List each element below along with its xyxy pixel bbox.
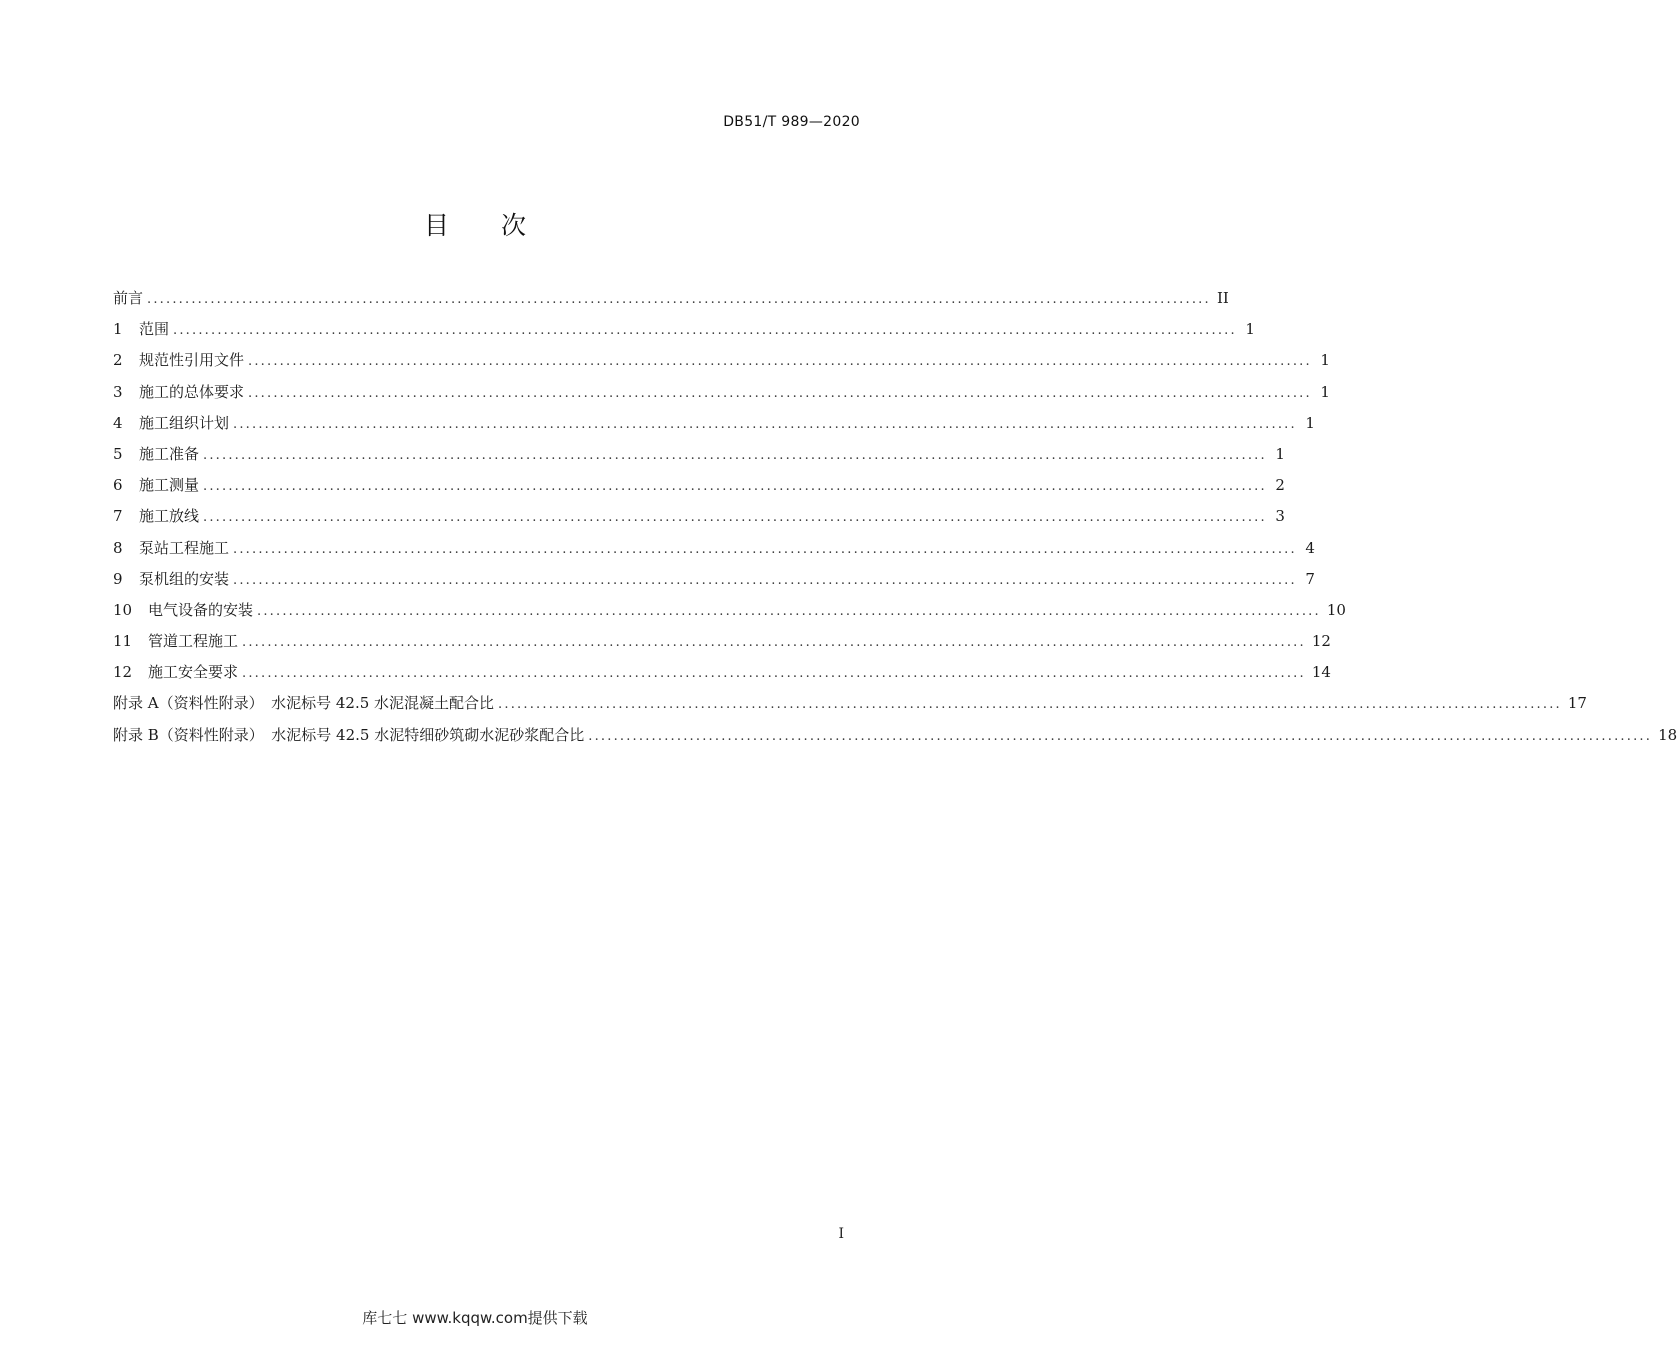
toc-entry-label: 管道工程施工 [148,632,239,651]
toc-entry-10[interactable] [113,598,1346,629]
toc-leader-dots: ........................................................................................................................................................................ [173,323,1237,339]
toc-entry-label: 范围 [139,320,170,339]
toc-leader-dots: ........................................................................................................................................................................ [498,697,1562,713]
toc-list [113,286,1677,754]
toc-entry-2[interactable] [113,348,1330,379]
toc-entry-page: II [1217,289,1229,307]
toc-leader-dots: ........................................................................................................................................................................ [203,479,1267,495]
toc-entry-page: 3 [1275,507,1285,526]
toc-entry-page: 2 [1275,476,1285,495]
toc-entry-page: 1 [1305,413,1315,432]
toc-leader-dots: ........................................................................................................................................................................ [257,603,1321,619]
toc-entry-number: 9 [113,569,123,588]
toc-entry-number: 4 [113,413,123,432]
toc-leader-dots: ........................................................................................................................................................................ [242,635,1306,651]
toc-entry-7[interactable] [113,504,1285,535]
toc-entry-1[interactable] [113,317,1255,348]
toc-title [0,206,950,242]
toc-entry-page: 1 [1320,382,1330,401]
toc-leader-dots: ........................................................................................................................................................................ [233,416,1297,432]
toc-leader-dots: ........................................................................................................................................................................ [248,354,1312,370]
toc-entry-page: 12 [1311,632,1331,651]
toc-entry-label: 泵机组的安装 [139,569,230,588]
toc-entry-appendix-a[interactable] [113,691,1587,722]
toc-entry-label: 泵站工程施工 [139,538,230,557]
toc-entry-page: 17 [1567,694,1587,713]
toc-entry-number: 2 [113,351,123,370]
toc-leader-dots: ........................................................................................................................................................................ [248,385,1312,401]
toc-entry-number: 7 [113,507,123,526]
toc-entry-number: 12 [113,663,133,682]
toc-entry-page: 7 [1305,569,1315,588]
toc-entry-label: 规范性引用文件 [139,351,245,370]
toc-entry-number: 10 [113,600,133,619]
toc-title-char-1: 目 [424,211,450,240]
toc-leader-dots: ........................................................................................................................................................................ [588,728,1653,744]
download-credit: 库七七 www.kqqw.com提供下载 [362,1309,588,1327]
toc-entry-label: 施工的总体要求 [139,382,245,401]
toc-entry-label: 前言 [113,289,144,307]
toc-entry-label: 附录 B（资料性附录） 水泥标号 42.5 水泥特细砂筑砌水泥砂浆配合比 [113,725,585,744]
toc-entry-page: 1 [1245,320,1255,339]
toc-entry-page: 18 [1658,725,1677,744]
toc-entry-number: 5 [113,444,123,463]
toc-entry-9[interactable] [113,567,1315,598]
toc-entry-number: 1 [113,320,123,339]
toc-entry-5[interactable] [113,442,1285,473]
toc-leader-dots: ........................................................................................................................................................................ [203,447,1267,463]
toc-entry-page: 14 [1311,663,1331,682]
toc-entry-11[interactable] [113,629,1331,660]
toc-entry-label: 施工安全要求 [148,663,239,682]
toc-entry-label: 施工测量 [139,476,200,495]
toc-entry-number: 11 [113,632,133,651]
toc-entry-label: 施工组织计划 [139,413,230,432]
toc-entry-page: 1 [1320,351,1330,370]
toc-entry-label: 施工准备 [139,444,200,463]
toc-entry-label: 电气设备的安装 [148,600,254,619]
toc-entry-12[interactable] [113,660,1331,691]
toc-leader-dots: ........................................................................................................................................................................ [147,292,1211,307]
toc-entry-number: 8 [113,538,123,557]
toc-entry-6[interactable] [113,473,1285,504]
page-number: I [838,1226,844,1242]
toc-title-char-2: 次 [500,211,526,240]
toc-leader-dots: ........................................................................................................................................................................ [233,541,1297,557]
toc-leader-dots: ........................................................................................................................................................................ [233,572,1297,588]
toc-entry-foreword[interactable] [113,286,1229,317]
toc-entry-label: 附录 A（资料性附录） 水泥标号 42.5 水泥混凝土配合比 [113,694,495,713]
toc-entry-page: 4 [1305,538,1315,557]
toc-entry-number: 6 [113,476,123,495]
toc-leader-dots: ........................................................................................................................................................................ [242,666,1306,682]
toc-entry-page: 10 [1326,600,1346,619]
toc-leader-dots: ........................................................................................................................................................................ [203,510,1267,526]
toc-entry-label: 施工放线 [139,507,200,526]
toc-entry-appendix-b[interactable] [113,723,1677,754]
toc-entry-4[interactable] [113,411,1315,442]
standard-number: DB51/T 989—2020 [723,114,860,130]
toc-entry-8[interactable] [113,536,1315,567]
toc-entry-number: 3 [113,382,123,401]
toc-entry-3[interactable] [113,380,1330,411]
toc-entry-page: 1 [1275,444,1285,463]
